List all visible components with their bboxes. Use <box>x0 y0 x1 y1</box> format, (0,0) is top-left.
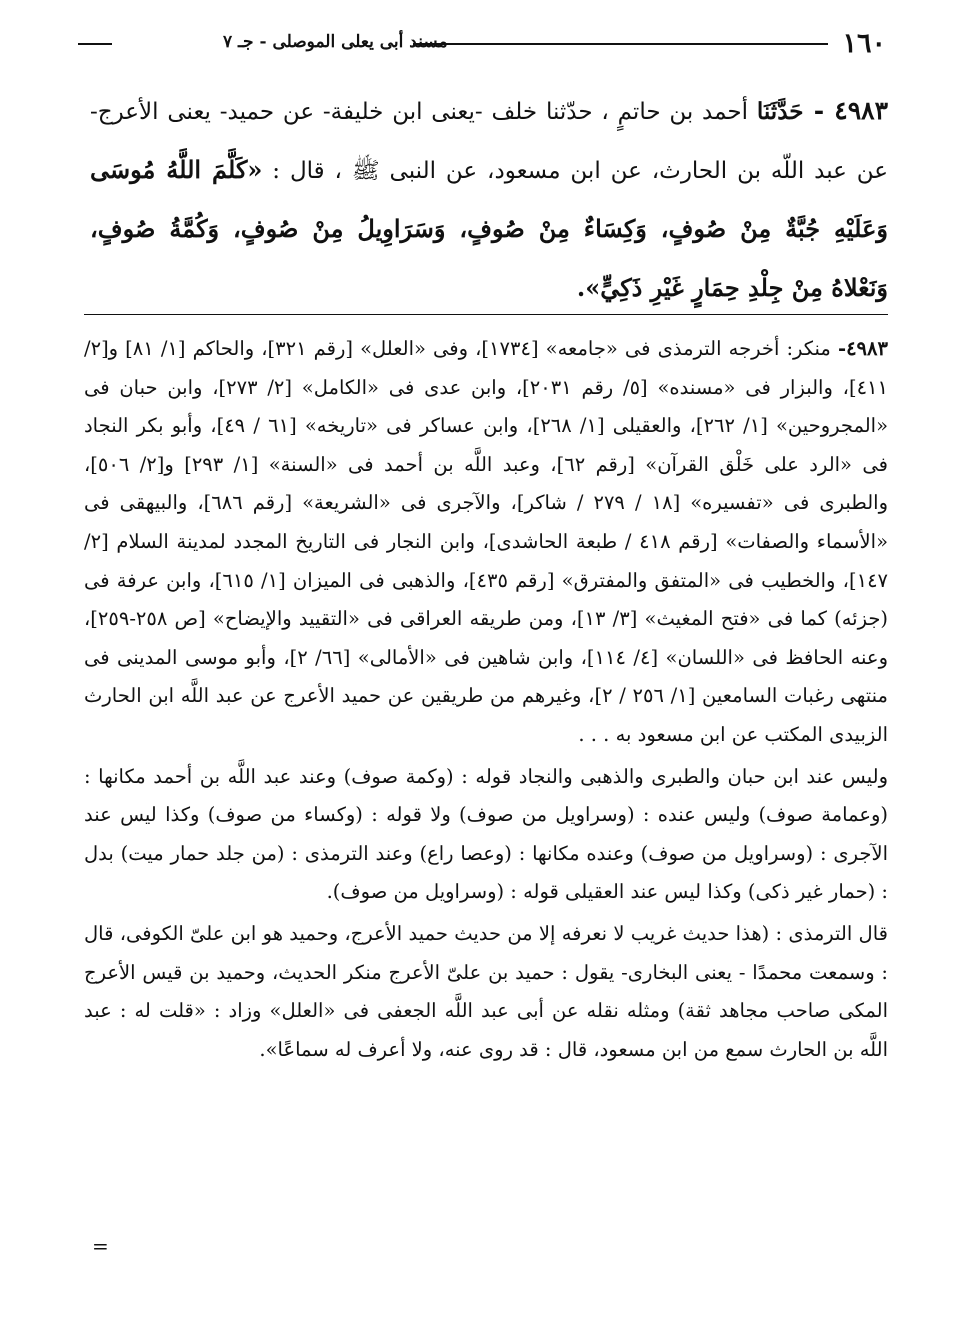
footnote-divider <box>84 314 888 315</box>
hadith-matn: «كَلَّمَ اللَّهُ مُوسَى وَعَلَيْهِ جُبَّةٌ مِنْ صُوفٍ، وَكِسَاءٌ مِنْ صُوفٍ، وَسَرَاوِيلُ مِنْ صُوفٍ، وَكُمَّةُ صُوفٍ، وَنَعْلاهُ مِنْ جِلْدِ حِمَارٍ غَيْرِ ذَكِيٍّ». <box>90 155 888 302</box>
page-number: ١٦٠ <box>842 28 886 59</box>
running-title: مسند أبى يعلى الموصلى - جـ ٧ <box>223 32 448 52</box>
hadith-isnad: أحمد بن حاتمٍ ، حدّثنا خلف -يعنى ابن خليفة- عن حميد- يعنى الأعرج- عن عبد اللّه بن الحارث، عن ابن مسعود، عن النبى ﷺ ، قال : <box>90 99 888 184</box>
takhrij-paragraph <box>84 330 888 755</box>
footnote-number: ٤٩٨٣- <box>837 337 888 360</box>
continuation-mark: = <box>92 1234 109 1258</box>
hadith-number: ٤٩٨٣ <box>834 96 888 125</box>
header-rule-end <box>78 43 112 45</box>
takhrij-text: منكر: أخرجه الترمذى فى «جامعه» [١٧٣٤]، وفى «العلل» [رقم ٣٢١]، والحاكم [١/ ٨١] و[٢/ ٤١١]، والبزار فى «مسنده» [٥/ رقم ٢٠٣١]، وابن عدى فى «الكامل» [٢/ ٢٧٣]، وابن حبان فى «المجروحين» [١/ ٢٦٢]، والعقيلى [١/ ٢٦٨]، وابن عساكر فى «تاريخه» [٦١ / ٤٩]، وأبو بكر النجاد فى «الرد على خَلْق القرآن» [رقم ٦٢]، وعبد اللَّه بن أحمد فى «السنة» [١/ ٢٩٣] و[٢/ ٥٠٦]، والطبرى فى «تفسيره» [١٨ / ٢٧٩ / شاكر]، والآجرى فى «الشريعة» [رقم ٦٨٦]، والبيهقى فى «الأسماء والصفات» [رقم ٤١٨ / طبعة الحاشدى]، وابن النجار فى التاريخ المجدد لمدينة السلام [٢/ ١٤٧]، والخطيب فى «المتفق والمفترق» [رقم ٤٣٥]، والذهبى فى الميزان [١/ ٦١٥]، وابن عرفة فى (جزئه) كما فى «فتح المغيث» [٣/ ١٣]، ومن طريقه العراقى فى «التقييد والإيضاح» [ص ٢٥٨-٢٥٩]، وعنه الحافظ فى «اللسان» [٤/ ١١٤]، وابن شاهين فى «الأمالى» [٦٦/ ٢]، وأبو موسى المدينى فى منتهى رغبات السامعين [١/ ٢٥٦ / ٢]، وغيرهم من طريقين عن حميد الأعرج عن عبد اللَّه ابن الحارث الزبيدى المكتب عن ابن مسعود به . . . <box>84 337 889 746</box>
tirmidhi-paragraph: قال الترمذى : (هذا حديث غريب لا نعرفه إلا من حديث حميد الأعرج، وحميد هو ابن علىّ الكوفى، قال : وسمعت محمدًا - يعنى البخارى- يقول : حميد بن علىّ الأعرج منكر الحديث، وحميد بن قيس الأعرج المكى صاحب مجاهد ثقة) ومثله نقله عن أبى عبد اللَّه الجعفى فى «العلل» وزاد : «قلت له : عبد اللَّه بن الحارث سمع من ابن مسعود، قال : قد روى عنه، ولا أعرف له سماعًا». <box>84 921 889 1061</box>
page-header <box>78 28 886 64</box>
footnotes <box>84 330 888 1072</box>
hadith-intro: حَدَّثَنَا <box>756 98 804 125</box>
variants-paragraph: وليس عند ابن حبان والطبرى والذهبى والنجاد قوله : (وكمة صوف) وعند عبد اللَّه بن أحمد مكانها : (وعمامة صوف) وليس عنده : (وسراويل من صوف) ولا قوله : (وكساء من صوف) وكذا ليس عند الآجرى : (وسراويل من صوف) وعنده مكانها : (وعصا راع) وعند الترمذى : (من جلد حمار ميت) بدل : (حمار غير ذكى) وكذا ليس عند العقيلى قوله : (وسراويل من صوف). <box>84 764 888 904</box>
header-rule <box>413 43 810 45</box>
hadith-number-dash: - <box>803 96 835 125</box>
hadith-text <box>90 82 888 318</box>
